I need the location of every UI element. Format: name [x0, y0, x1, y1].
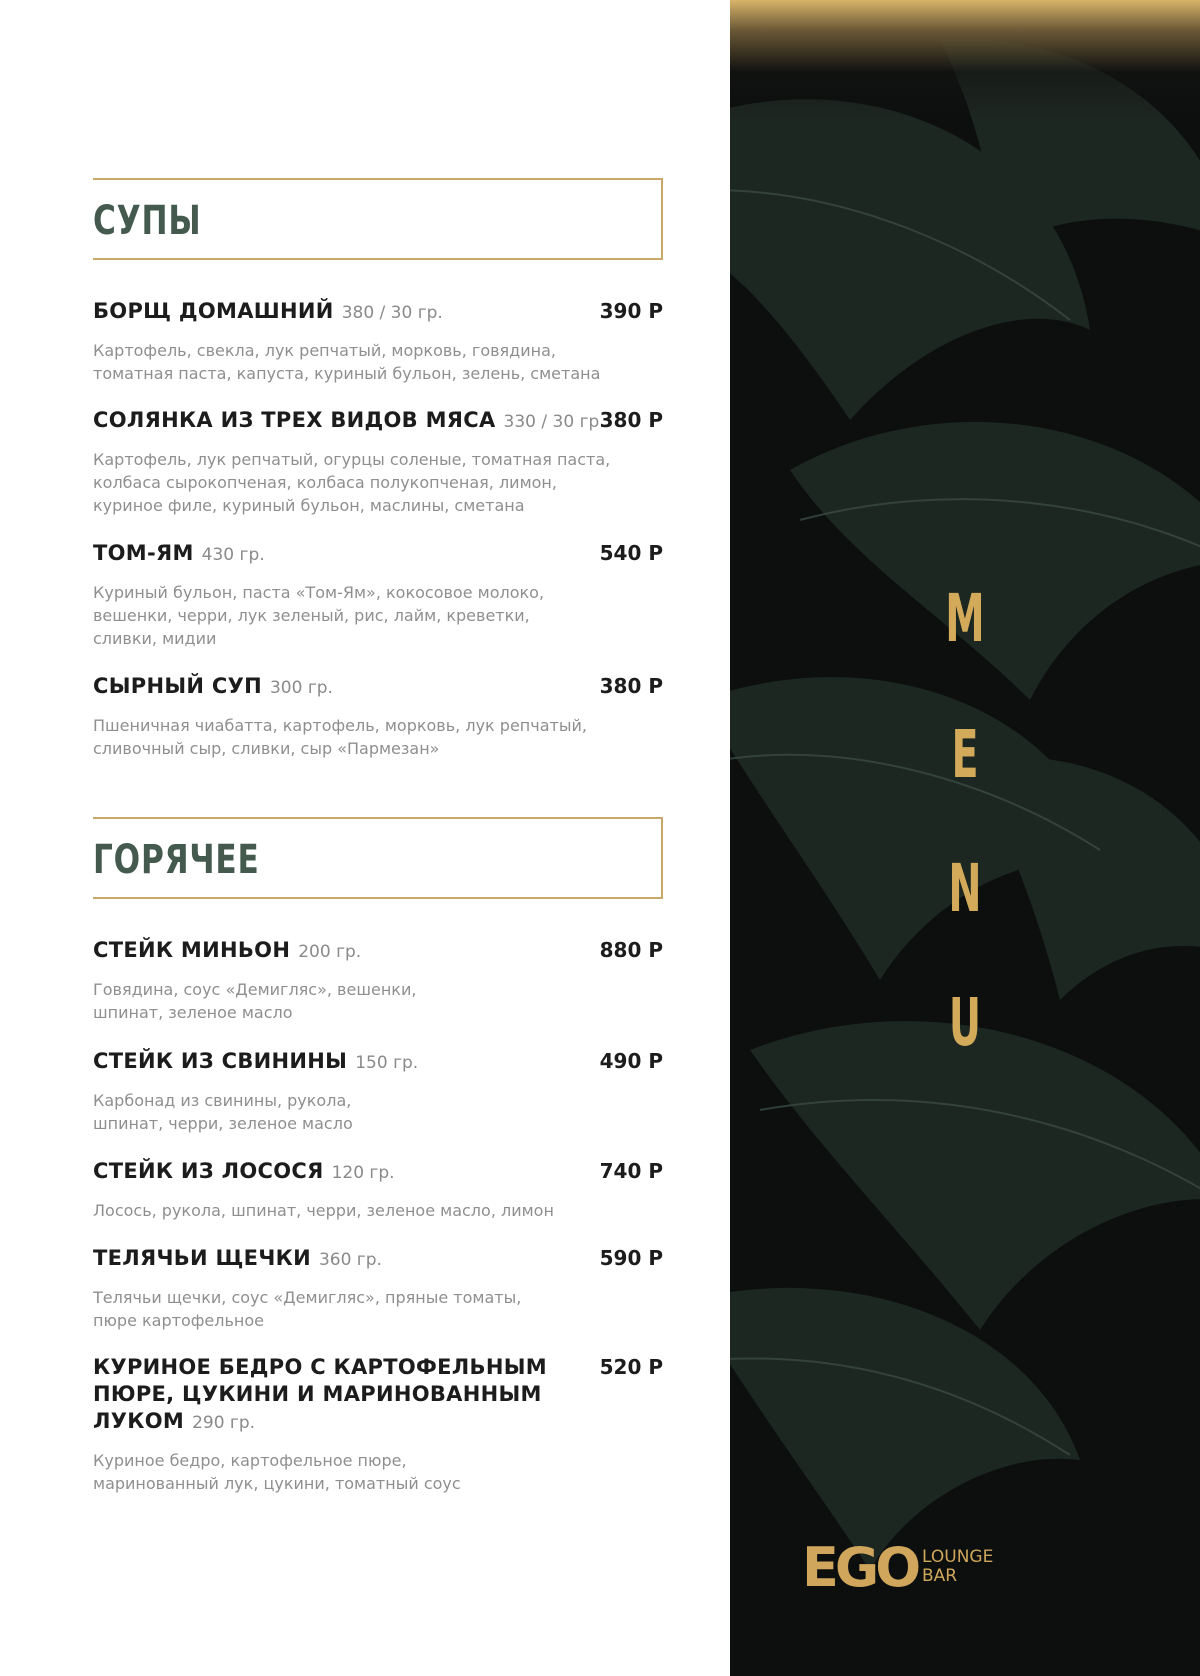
menu-item [93, 1158, 663, 1222]
item-name: ТОМ-ЯМ [93, 541, 194, 565]
item-price: 380 Р [599, 674, 663, 698]
section-header-soups [93, 178, 663, 260]
section-title-hot: ГОРЯЧЕЕ [93, 837, 260, 883]
item-price: 540 Р [599, 541, 663, 565]
item-weight: 380 / 30 гр. [341, 303, 443, 323]
section-title-soups: СУПЫ [93, 198, 202, 244]
item-price: 520 Р [599, 1355, 663, 1379]
item-name-line-3: ЛУКОМ [93, 1409, 185, 1433]
menu-item [93, 1245, 663, 1332]
menu-letter-m: M [945, 580, 985, 657]
item-name: СТЕЙК МИНЬОН [93, 938, 291, 962]
item-name: БОРЩ ДОМАШНИЙ [93, 299, 334, 323]
item-description: Говядина, соус «Демигляс», вешенки, шпинат, зеленое масло [93, 980, 417, 1022]
item-weight: 120 гр. [331, 1163, 395, 1183]
item-price: 880 Р [599, 938, 663, 962]
item-description: Картофель, лук репчатый, огурцы соленые, томатная паста, колбаса сырокопченая, колбаса полукопченая, лимон, куриное филе, куриный бульон, маслины, сметана [93, 450, 611, 515]
item-price: 740 Р [599, 1159, 663, 1183]
item-description: Пшеничная чиабатта, картофель, морковь, лук репчатый, сливочный сыр, сливки, сыр «Пармезан» [93, 716, 587, 758]
menu-item [93, 673, 663, 760]
item-description: Телячьи щечки, соус «Демигляс», пряные томаты, пюре картофельное [93, 1288, 522, 1330]
menu-item [93, 540, 663, 650]
item-description: Куриное бедро, картофельное пюре, маринованный лук, цукини, томатный соус [93, 1451, 461, 1493]
item-price: 380 Р [599, 408, 663, 432]
item-description: Картофель, свекла, лук репчатый, морковь, говядина, томатная паста, капуста, куриный бульон, зелень, сметана [93, 341, 601, 383]
menu-item [93, 937, 663, 1024]
item-price: 590 Р [599, 1246, 663, 1270]
item-weight: 290 гр. [192, 1413, 256, 1433]
item-weight: 200 гр. [298, 942, 362, 962]
menu-item [93, 1048, 663, 1135]
item-weight: 330 / 30 гр. [503, 412, 605, 432]
lounge-bar-label: LOUNGE BAR [922, 1547, 994, 1586]
ego-logo: EGO [802, 1536, 918, 1599]
item-weight: 430 гр. [201, 545, 265, 565]
item-price: 390 Р [599, 299, 663, 323]
item-price: 490 Р [599, 1049, 663, 1073]
menu-letter-u: U [948, 984, 982, 1061]
item-name-line-1: КУРИНОЕ БЕДРО С КАРТОФЕЛЬНЫМ [93, 1355, 547, 1379]
item-weight: 360 гр. [318, 1250, 382, 1270]
item-name: СОЛЯНКА ИЗ ТРЕХ ВИДОВ МЯСА [93, 408, 496, 432]
menu-item [93, 1354, 663, 1495]
section-header-hot [93, 817, 663, 899]
item-weight: 300 гр. [269, 678, 333, 698]
monstera-leaves-illustration [730, 0, 1200, 1676]
menu-letter-e: E [951, 716, 979, 793]
menu-letter-n: N [948, 850, 982, 927]
item-weight: 150 гр. [355, 1053, 419, 1073]
item-name: СТЕЙК ИЗ СВИНИНЫ [93, 1049, 348, 1073]
item-description: Куриный бульон, паста «Том-Ям», кокосовое молоко, вешенки, черри, лук зеленый, рис, лайм, креветки, сливки, мидии [93, 583, 545, 648]
item-description: Лосось, рукола, шпинат, черри, зеленое масло, лимон [93, 1201, 554, 1220]
menu-banner [730, 0, 1200, 1676]
gold-gradient-band [730, 0, 1200, 120]
item-name-line-2: ПЮРЕ, ЦУКИНИ И МАРИНОВАННЫМ [93, 1382, 542, 1406]
item-name: ТЕЛЯЧЬИ ЩЕЧКИ [93, 1246, 311, 1270]
item-name: СТЕЙК ИЗ ЛОСОСЯ [93, 1159, 324, 1183]
menu-item [93, 298, 663, 385]
item-description: Карбонад из свинины, рукола, шпинат, черри, зеленое масло [93, 1091, 353, 1133]
item-name: СЫРНЫЙ СУП [93, 674, 262, 698]
menu-item [93, 407, 663, 517]
